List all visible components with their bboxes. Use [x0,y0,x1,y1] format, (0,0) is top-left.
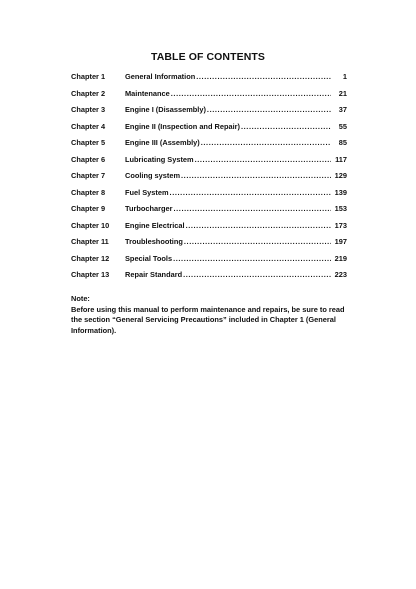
dot-leader [241,122,331,131]
note-label: Note: [71,294,90,303]
toc-entry [125,155,347,164]
dot-leader [207,105,331,114]
chapter-title: Lubricating System [125,154,194,164]
chapter-number: Chapter 2 [71,88,106,98]
page-number: 129 [334,171,347,180]
chapter-title: Turbocharger [125,204,173,213]
chapter-number: Chapter 4 [71,121,106,131]
toc-entry [125,204,347,213]
dot-leader [196,72,331,81]
dot-leader [173,254,331,263]
chapter-title: Engine Electrical [125,220,185,230]
toc-row [71,138,347,155]
dot-leader [201,138,331,147]
page-number: 153 [334,204,347,213]
chapter-title: Troubleshooting [125,237,183,246]
chapter-title: Repair Standard [125,270,183,279]
toc-row [71,188,347,205]
page-number: 139 [334,187,347,197]
page-number: 85 [338,138,347,147]
toc-row [71,171,347,188]
toc-row [71,237,347,254]
page-number: 219 [334,253,347,263]
note-block [71,294,349,336]
toc-entry [125,171,347,180]
page-number: 197 [334,237,347,246]
page-number: 21 [338,88,347,98]
toc-row [71,105,347,122]
note-text: Before using this manual to perform maintenance and repairs, be sure to read the section “General Servicing Precautions” included in Chapter 1 (General Information). [71,304,345,335]
chapter-number: Chapter 12 [71,253,110,263]
chapter-title: General Information [125,72,196,81]
toc-entry [125,254,347,263]
toc-row [71,254,347,271]
page-number: 1 [342,72,347,81]
toc-row [71,270,347,287]
toc-entry [125,122,347,131]
toc-row [71,155,347,172]
page-number: 55 [338,121,347,131]
chapter-title: Engine I (Disassembly) [125,105,206,114]
toc-entry [125,105,347,114]
toc-entry [125,221,347,230]
chapter-number: Chapter 6 [71,154,106,164]
dot-leader [181,171,331,180]
page-number: 117 [335,154,347,164]
toc-entry [125,89,347,98]
toc-row [71,204,347,221]
dot-leader [186,221,331,230]
chapter-title: Engine II (Inspection and Repair) [125,121,240,131]
chapter-title: Maintenance [125,88,170,98]
toc-entry [125,72,347,81]
page-number: 37 [338,105,347,114]
toc-row [71,122,347,139]
toc-entry [125,138,347,147]
table-of-contents [71,72,347,287]
chapter-number: Chapter 5 [71,138,106,147]
chapter-number: Chapter 9 [71,204,106,213]
chapter-number: Chapter 1 [71,72,106,81]
toc-entry [125,188,347,197]
toc-row [71,72,347,89]
chapter-number: Chapter 7 [71,171,106,180]
page-number: 223 [334,270,347,279]
chapter-title: Special Tools [125,253,173,263]
chapter-number: Chapter 11 [71,237,109,246]
toc-row [71,221,347,238]
chapter-title: Cooling system [125,171,181,180]
page-number: 173 [334,220,347,230]
chapter-number: Chapter 8 [71,187,106,197]
toc-row [71,89,347,106]
chapter-number: Chapter 3 [71,105,106,114]
dot-leader [195,155,331,164]
dot-leader [184,237,331,246]
chapter-number: Chapter 13 [71,270,110,279]
chapter-number: Chapter 10 [71,220,110,230]
chapter-title: Fuel System [125,187,169,197]
chapter-title: Engine III (Assembly) [125,138,200,147]
dot-leader [170,188,331,197]
toc-entry [125,237,347,246]
toc-entry [125,270,347,279]
dot-leader [183,270,331,279]
dot-leader [174,204,332,213]
page-title: TABLE OF CONTENTS [150,51,266,63]
dot-leader [171,89,331,98]
